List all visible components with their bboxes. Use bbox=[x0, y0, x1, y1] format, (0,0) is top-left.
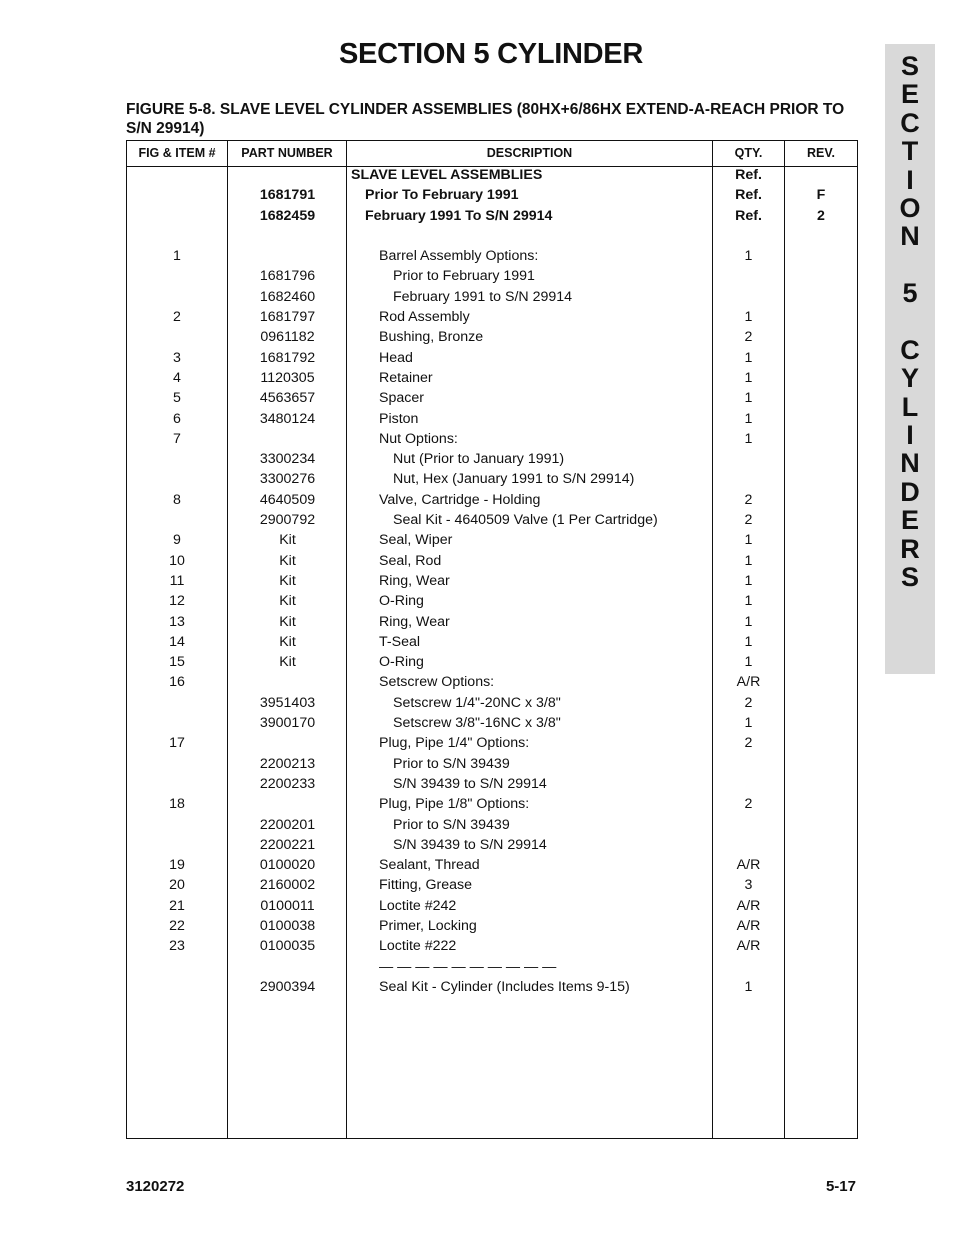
side-tab-letter: L bbox=[901, 391, 919, 422]
fig-item-cell: 19 bbox=[169, 857, 185, 874]
qty-cell: 1 bbox=[744, 369, 753, 386]
header-description: DESCRIPTION bbox=[486, 146, 573, 160]
fig-item-cell: 18 bbox=[169, 796, 185, 813]
table-row bbox=[127, 469, 857, 489]
table-row bbox=[127, 875, 857, 895]
table-row bbox=[127, 348, 857, 368]
part-number-cell: 1681791 bbox=[259, 187, 316, 204]
table-row bbox=[127, 185, 857, 205]
part-number-cell: Kit bbox=[279, 532, 296, 549]
part-number-cell: 2160002 bbox=[259, 877, 316, 894]
table-row bbox=[127, 287, 857, 307]
table-row bbox=[127, 409, 857, 429]
fig-item-cell: 16 bbox=[169, 674, 185, 691]
qty-cell: A/R bbox=[736, 938, 761, 955]
qty-cell: 1 bbox=[744, 654, 753, 671]
part-number-cell: 2200221 bbox=[259, 836, 316, 853]
table-row bbox=[127, 530, 857, 550]
table-row bbox=[127, 672, 857, 692]
description-cell: S/N 39439 to S/N 29914 bbox=[393, 836, 547, 853]
description-cell: Ring, Wear bbox=[379, 613, 450, 630]
part-number-cell: 3900170 bbox=[259, 715, 316, 732]
part-number-cell: 3951403 bbox=[259, 694, 316, 711]
fig-item-cell: 11 bbox=[169, 572, 185, 589]
description-cell: Spacer bbox=[379, 390, 424, 407]
fig-item-cell: 15 bbox=[169, 654, 185, 671]
part-number-cell: 2900792 bbox=[259, 512, 316, 529]
side-tab-letter: S bbox=[900, 562, 919, 593]
table-row bbox=[127, 612, 857, 632]
part-number-cell: 2200233 bbox=[259, 775, 316, 792]
fig-item-cell: 6 bbox=[173, 410, 181, 427]
description-cell: Prior to February 1991 bbox=[393, 268, 535, 285]
part-number-cell: 4563657 bbox=[259, 390, 316, 407]
qty-cell: 2 bbox=[744, 512, 753, 529]
description-cell: Seal, Rod bbox=[379, 552, 442, 569]
part-number-cell: 1681792 bbox=[259, 349, 316, 366]
description-cell: Ring, Wear bbox=[379, 572, 450, 589]
description-cell: Seal Kit - 4640509 Valve (1 Per Cartridge) bbox=[393, 512, 658, 529]
part-number-cell: 1682459 bbox=[259, 207, 316, 224]
qty-cell: 1 bbox=[744, 613, 753, 630]
part-number-cell: 0100020 bbox=[259, 857, 316, 874]
qty-cell: 2 bbox=[744, 329, 753, 346]
table-row bbox=[127, 266, 857, 286]
side-tab-letter: O bbox=[899, 192, 921, 223]
description-cell: Loctite #222 bbox=[379, 938, 457, 955]
table-row bbox=[127, 246, 857, 266]
fig-item-cell: 17 bbox=[169, 735, 185, 752]
description-cell: S/N 39439 to S/N 29914 bbox=[393, 775, 547, 792]
fig-item-cell: 4 bbox=[173, 369, 181, 386]
fig-item-cell: 10 bbox=[169, 552, 185, 569]
side-tab-letter bbox=[885, 251, 935, 279]
side-tab-letter: N bbox=[900, 448, 920, 479]
table-row bbox=[127, 896, 857, 916]
table-row bbox=[127, 206, 857, 226]
header-fig-item: FIG & ITEM # bbox=[138, 146, 216, 160]
table-row bbox=[127, 551, 857, 571]
description-cell: Prior To February 1991 bbox=[365, 187, 519, 204]
table-row bbox=[127, 794, 857, 814]
description-cell: SLAVE LEVEL ASSEMBLIES bbox=[351, 167, 543, 183]
table-row bbox=[127, 510, 857, 530]
side-tab-letter: I bbox=[906, 420, 914, 451]
section-title: SECTION 5 CYLINDER bbox=[339, 38, 643, 70]
part-number-cell: 2900394 bbox=[259, 978, 316, 995]
description-cell: Prior to S/N 39439 bbox=[393, 816, 510, 833]
description-cell: Retainer bbox=[379, 369, 433, 386]
table-header bbox=[127, 141, 857, 166]
description-cell: Setscrew 1/4"-20NC x 3/8" bbox=[393, 694, 561, 711]
description-cell: Plug, Pipe 1/8" Options: bbox=[379, 796, 530, 813]
side-tab-letter: R bbox=[900, 533, 920, 564]
description-cell: Prior to S/N 39439 bbox=[393, 755, 510, 772]
part-number-cell: Kit bbox=[279, 633, 296, 650]
table-row bbox=[127, 429, 857, 449]
header-qty: QTY. bbox=[734, 146, 763, 160]
table-row bbox=[127, 307, 857, 327]
fig-item-cell: 9 bbox=[173, 532, 181, 549]
side-tab-letter: D bbox=[900, 476, 920, 507]
side-tab-letter: I bbox=[906, 164, 914, 195]
table-row bbox=[127, 165, 857, 185]
table-row bbox=[127, 916, 857, 936]
table-row bbox=[127, 957, 857, 977]
qty-cell: Ref. bbox=[735, 187, 762, 204]
description-cell: Bushing, Bronze bbox=[379, 329, 484, 346]
part-number-cell: 0100035 bbox=[259, 938, 316, 955]
fig-item-cell: 8 bbox=[173, 491, 181, 508]
qty-cell: 2 bbox=[744, 796, 753, 813]
table-row bbox=[127, 693, 857, 713]
part-number-cell: 2200201 bbox=[259, 816, 316, 833]
fig-item-cell: 7 bbox=[173, 430, 181, 447]
fig-item-cell: 3 bbox=[173, 349, 181, 366]
qty-cell: Ref. bbox=[735, 167, 762, 183]
qty-cell: 1 bbox=[744, 633, 753, 650]
document-number: 3120272 bbox=[126, 1178, 185, 1195]
fig-item-cell: 12 bbox=[169, 593, 185, 610]
table-row bbox=[127, 652, 857, 672]
table-row bbox=[127, 754, 857, 774]
table-row bbox=[127, 774, 857, 794]
qty-cell: 3 bbox=[744, 877, 753, 894]
table-row bbox=[127, 226, 857, 246]
qty-cell: 1 bbox=[744, 430, 753, 447]
table-row bbox=[127, 368, 857, 388]
side-tab-letter: E bbox=[900, 79, 919, 110]
description-cell: February 1991 To S/N 29914 bbox=[365, 207, 553, 224]
qty-cell: 1 bbox=[744, 349, 753, 366]
description-cell: Nut Options: bbox=[379, 430, 458, 447]
fig-item-cell: 22 bbox=[169, 917, 185, 934]
part-number-cell: 1681797 bbox=[259, 309, 316, 326]
table-row bbox=[127, 713, 857, 733]
side-tab-letters bbox=[885, 52, 935, 591]
description-cell: February 1991 to S/N 29914 bbox=[393, 288, 573, 305]
page-number: 5-17 bbox=[825, 1178, 856, 1195]
fig-item-cell: 20 bbox=[169, 877, 185, 894]
table-row bbox=[127, 733, 857, 753]
part-number-cell: 4640509 bbox=[259, 491, 316, 508]
side-tab-letter: C bbox=[900, 107, 920, 138]
table-row bbox=[127, 449, 857, 469]
part-number-cell: 1120305 bbox=[260, 369, 315, 386]
side-tab-letter: N bbox=[900, 221, 920, 252]
side-tab-letter: S bbox=[900, 51, 919, 81]
qty-cell: 2 bbox=[744, 694, 753, 711]
description-cell: Setscrew 3/8"-16NC x 3/8" bbox=[393, 715, 561, 732]
qty-cell: 2 bbox=[744, 735, 753, 752]
rev-cell: F bbox=[816, 187, 826, 204]
side-tab-letter bbox=[885, 308, 935, 336]
qty-cell: 1 bbox=[744, 390, 753, 407]
description-cell: Valve, Cartridge - Holding bbox=[379, 491, 541, 508]
qty-cell: A/R bbox=[736, 857, 761, 874]
part-number-cell: 0100011 bbox=[260, 897, 315, 914]
side-tab-letter: E bbox=[900, 505, 919, 536]
header-part-number: PART NUMBER bbox=[241, 146, 333, 160]
part-number-cell: Kit bbox=[279, 613, 296, 630]
qty-cell: 2 bbox=[744, 491, 753, 508]
qty-cell: 1 bbox=[744, 532, 753, 549]
part-number-cell: 1682460 bbox=[259, 288, 316, 305]
side-tab-letter: Y bbox=[900, 363, 919, 394]
fig-item-cell: 5 bbox=[173, 390, 181, 407]
fig-item-cell: 14 bbox=[169, 633, 185, 650]
qty-cell: 1 bbox=[744, 410, 753, 427]
table-row bbox=[127, 632, 857, 652]
part-number-cell: 0961182 bbox=[260, 329, 315, 346]
table-row bbox=[127, 571, 857, 591]
fig-item-cell: 23 bbox=[169, 938, 185, 955]
qty-cell: 1 bbox=[744, 248, 753, 265]
qty-cell: 1 bbox=[744, 309, 753, 326]
table-row bbox=[127, 327, 857, 347]
fig-item-cell: 2 bbox=[173, 309, 181, 326]
part-number-cell: 1681796 bbox=[259, 268, 316, 285]
description-cell: Rod Assembly bbox=[379, 309, 470, 326]
fig-item-cell: 1 bbox=[173, 248, 181, 265]
figure-title: FIGURE 5-8. SLAVE LEVEL CYLINDER ASSEMBLIES (80HX+6/86HX EXTEND-A-REACH PRIOR TO S/N 29914) bbox=[126, 101, 845, 137]
table-row bbox=[127, 977, 857, 997]
part-number-cell: 0100038 bbox=[259, 917, 316, 934]
table-row bbox=[127, 591, 857, 611]
qty-cell: Ref. bbox=[735, 207, 762, 224]
description-cell: — — — — — — — — — — bbox=[379, 958, 557, 975]
side-tab-letter: C bbox=[900, 334, 920, 365]
qty-cell: 1 bbox=[744, 552, 753, 569]
description-cell: Seal Kit - Cylinder (Includes Items 9-15) bbox=[379, 978, 630, 995]
rev-cell: 2 bbox=[817, 207, 825, 224]
qty-cell: 1 bbox=[744, 572, 753, 589]
description-cell: Barrel Assembly Options: bbox=[379, 248, 539, 265]
description-cell: Nut, Hex (January 1991 to S/N 29914) bbox=[393, 471, 635, 488]
section-side-tab bbox=[885, 44, 935, 674]
part-number-cell: Kit bbox=[279, 654, 296, 671]
description-cell: Loctite #242 bbox=[379, 897, 457, 914]
description-cell: Head bbox=[379, 349, 413, 366]
parts-table bbox=[126, 140, 858, 1139]
description-cell: Sealant, Thread bbox=[379, 857, 480, 874]
description-cell: Seal, Wiper bbox=[379, 532, 453, 549]
fig-item-cell: 21 bbox=[169, 897, 185, 914]
description-cell: O-Ring bbox=[379, 654, 424, 671]
part-number-cell: Kit bbox=[279, 572, 296, 589]
part-number-cell: 3480124 bbox=[259, 410, 316, 427]
description-cell: Plug, Pipe 1/4" Options: bbox=[379, 735, 530, 752]
qty-cell: 1 bbox=[744, 715, 753, 732]
table-row bbox=[127, 835, 857, 855]
part-number-cell: 2200213 bbox=[259, 755, 316, 772]
description-cell: Piston bbox=[379, 410, 419, 427]
description-cell: Setscrew Options: bbox=[379, 674, 495, 691]
qty-cell: 1 bbox=[744, 978, 753, 995]
qty-cell: A/R bbox=[736, 897, 761, 914]
side-tab-letter: T bbox=[901, 136, 919, 167]
table-row bbox=[127, 936, 857, 956]
description-cell: T-Seal bbox=[379, 633, 421, 650]
description-cell: Nut (Prior to January 1991) bbox=[393, 451, 565, 468]
qty-cell: A/R bbox=[736, 674, 761, 691]
table-row bbox=[127, 490, 857, 510]
part-number-cell: Kit bbox=[279, 552, 296, 569]
table-row bbox=[127, 388, 857, 408]
description-cell: Primer, Locking bbox=[379, 917, 477, 934]
part-number-cell: Kit bbox=[279, 593, 296, 610]
description-cell: Fitting, Grease bbox=[379, 877, 473, 894]
table-row bbox=[127, 815, 857, 835]
fig-item-cell: 13 bbox=[169, 613, 185, 630]
part-number-cell: 3300234 bbox=[259, 451, 316, 468]
qty-cell: A/R bbox=[736, 917, 761, 934]
qty-cell: 1 bbox=[744, 593, 753, 610]
description-cell: O-Ring bbox=[379, 593, 424, 610]
header-rev: REV. bbox=[806, 146, 836, 160]
side-tab-letter: 5 bbox=[902, 278, 918, 309]
part-number-cell: 3300276 bbox=[259, 471, 316, 488]
table-row bbox=[127, 855, 857, 875]
table-body bbox=[127, 165, 857, 997]
